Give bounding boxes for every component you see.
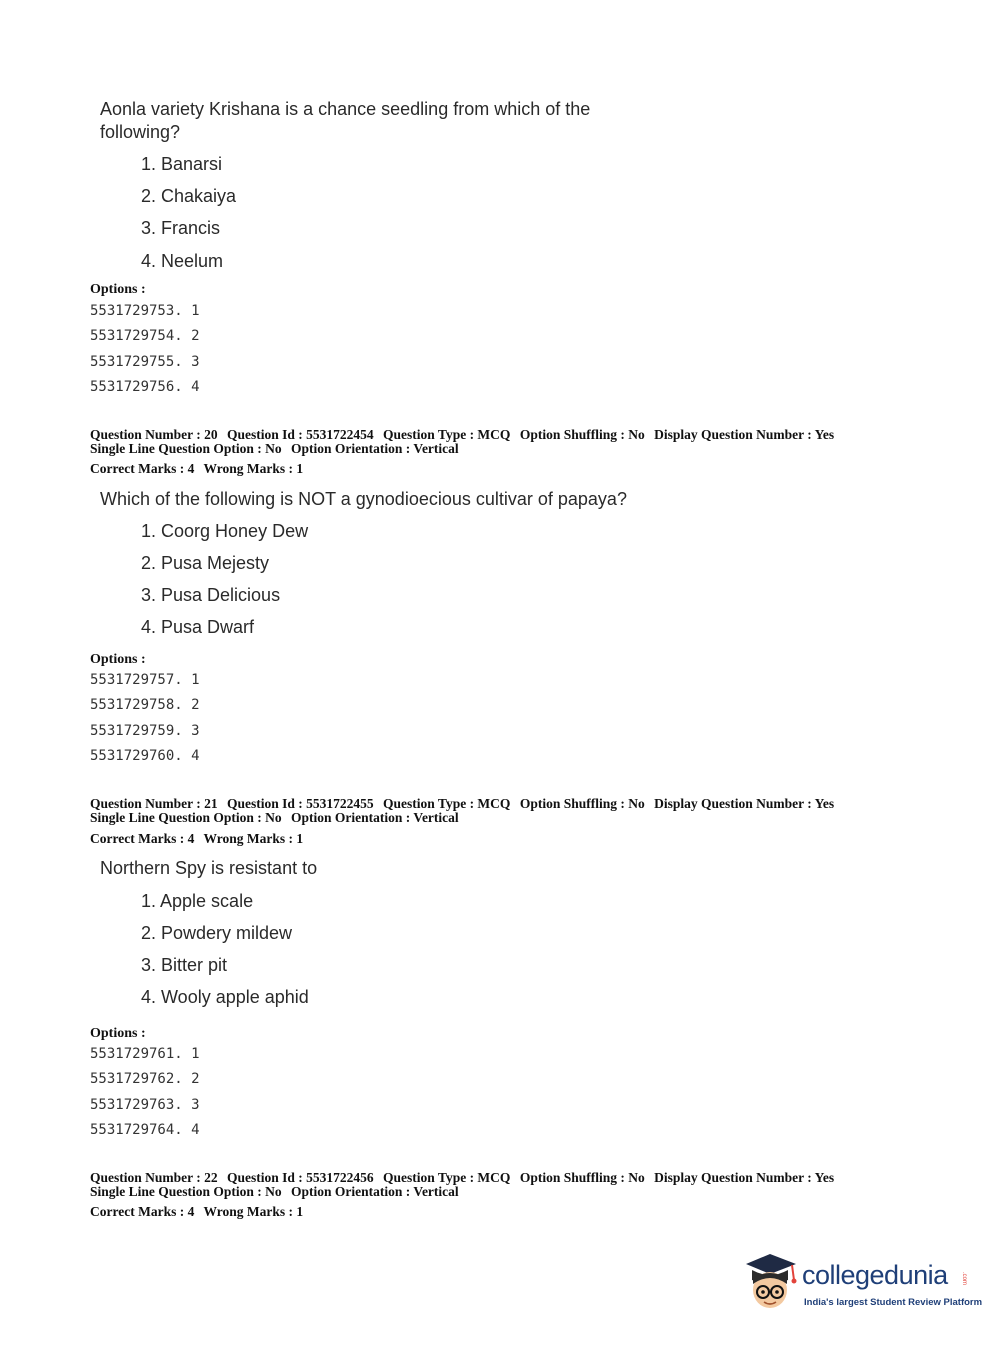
- question-21-meta-line-2: [90, 810, 465, 825]
- question-19-options-label: Options :: [90, 282, 146, 297]
- question-20-text: Which of the following is NOT a gynodioecious cultivar of papaya?: [100, 489, 627, 509]
- question-22-meta-line-2: [90, 1184, 465, 1199]
- question-21-option-1: 5531729761. 1: [90, 1046, 200, 1062]
- question-21-option-4: 5531729764. 4: [90, 1122, 200, 1138]
- option-shuffling: Option Shuffling : No: [519, 427, 645, 442]
- question-19-choice-3: 3. Francis: [141, 218, 221, 238]
- question-20-option-2: 5531729758. 2: [90, 697, 200, 713]
- question-20-choice-1: 1. Coorg Honey Dew: [141, 521, 309, 541]
- question-19-option-4: 5531729756. 4: [90, 379, 200, 395]
- question-type: Question Type : MCQ: [383, 427, 511, 442]
- question-20-choice-3: 3. Pusa Delicious: [141, 585, 281, 605]
- correct-marks: Correct Marks : 4: [90, 831, 195, 846]
- question-20-option-4: 5531729760. 4: [90, 748, 200, 764]
- question-number: Question Number : 20: [90, 427, 218, 442]
- wrong-marks: Wrong Marks : 1: [203, 461, 304, 476]
- option-orientation: Option Orientation : Vertical: [291, 441, 459, 456]
- question-id: Question Id : 5531722455: [227, 796, 374, 811]
- option-shuffling: Option Shuffling : No: [519, 1170, 645, 1185]
- question-20-choice-2: 2. Pusa Mejesty: [141, 553, 270, 573]
- question-id: Question Id : 5531722454: [227, 427, 374, 442]
- question-21-text: Northern Spy is resistant to: [100, 858, 318, 878]
- question-21-option-3: 5531729763. 3: [90, 1097, 200, 1113]
- wrong-marks: Wrong Marks : 1: [203, 831, 304, 846]
- question-20-option-3: 5531729759. 3: [90, 723, 200, 739]
- single-line-question-option: Single Line Question Option : No: [90, 441, 282, 456]
- question-22-meta-line-1: [90, 1170, 840, 1185]
- question-21-option-2: 5531729762. 2: [90, 1071, 200, 1087]
- display-question-number: Display Question Number : Yes: [654, 1170, 835, 1185]
- question-number: Question Number : 22: [90, 1170, 218, 1185]
- logo-domain-suffix: .com: [961, 1272, 967, 1286]
- logo-tagline: India's largest Student Review Platform: [804, 1297, 983, 1308]
- question-21-meta-line-1: [90, 796, 840, 811]
- question-21-choice-2: 2. Powdery mildew: [141, 923, 293, 943]
- question-20-meta-line-1: [90, 427, 840, 442]
- question-20-meta-line-2: [90, 441, 465, 456]
- question-19-text-line-1: Aonla variety Krishana is a chance seedling from which of the: [100, 99, 591, 119]
- question-22-meta-line-3: [90, 1204, 309, 1219]
- display-question-number: Display Question Number : Yes: [654, 796, 835, 811]
- question-id: Question Id : 5531722456: [227, 1170, 374, 1185]
- correct-marks: Correct Marks : 4: [90, 1204, 195, 1219]
- option-orientation: Option Orientation : Vertical: [291, 1184, 459, 1199]
- question-19-option-1: 5531729753. 1: [90, 303, 200, 319]
- option-shuffling: Option Shuffling : No: [519, 796, 645, 811]
- question-type: Question Type : MCQ: [383, 796, 511, 811]
- question-21-choice-4: 4. Wooly apple aphid: [141, 987, 309, 1007]
- logo-wordmark: collegedunia: [802, 1260, 948, 1290]
- question-19-choice-4: 4. Neelum: [141, 251, 224, 271]
- single-line-question-option: Single Line Question Option : No: [90, 810, 282, 825]
- question-19-choice-2: 2. Chakaiya: [141, 186, 237, 206]
- question-19-option-3: 5531729755. 3: [90, 354, 200, 370]
- question-number: Question Number : 21: [90, 796, 218, 811]
- display-question-number: Display Question Number : Yes: [654, 427, 835, 442]
- question-20-meta-line-3: [90, 461, 309, 476]
- question-20-options-label: Options :: [90, 652, 146, 667]
- question-21-choice-3: 3. Bitter pit: [141, 955, 228, 975]
- question-21-options-label: Options :: [90, 1026, 146, 1041]
- question-21-meta-line-3: [90, 831, 309, 846]
- option-orientation: Option Orientation : Vertical: [291, 810, 459, 825]
- collegedunia-logo: [742, 1250, 983, 1320]
- question-19-choice-1: 1. Banarsi: [141, 154, 223, 174]
- question-19-option-2: 5531729754. 2: [90, 328, 200, 344]
- question-20-option-1: 5531729757. 1: [90, 672, 200, 688]
- correct-marks: Correct Marks : 4: [90, 461, 195, 476]
- question-19-text-line-2: following?: [100, 122, 181, 142]
- single-line-question-option: Single Line Question Option : No: [90, 1184, 282, 1199]
- mascot-icon: [742, 1250, 800, 1314]
- wrong-marks: Wrong Marks : 1: [203, 1204, 304, 1219]
- question-20-choice-4: 4. Pusa Dwarf: [141, 617, 255, 637]
- question-type: Question Type : MCQ: [383, 1170, 511, 1185]
- question-21-choice-1: 1. Apple scale: [141, 891, 254, 911]
